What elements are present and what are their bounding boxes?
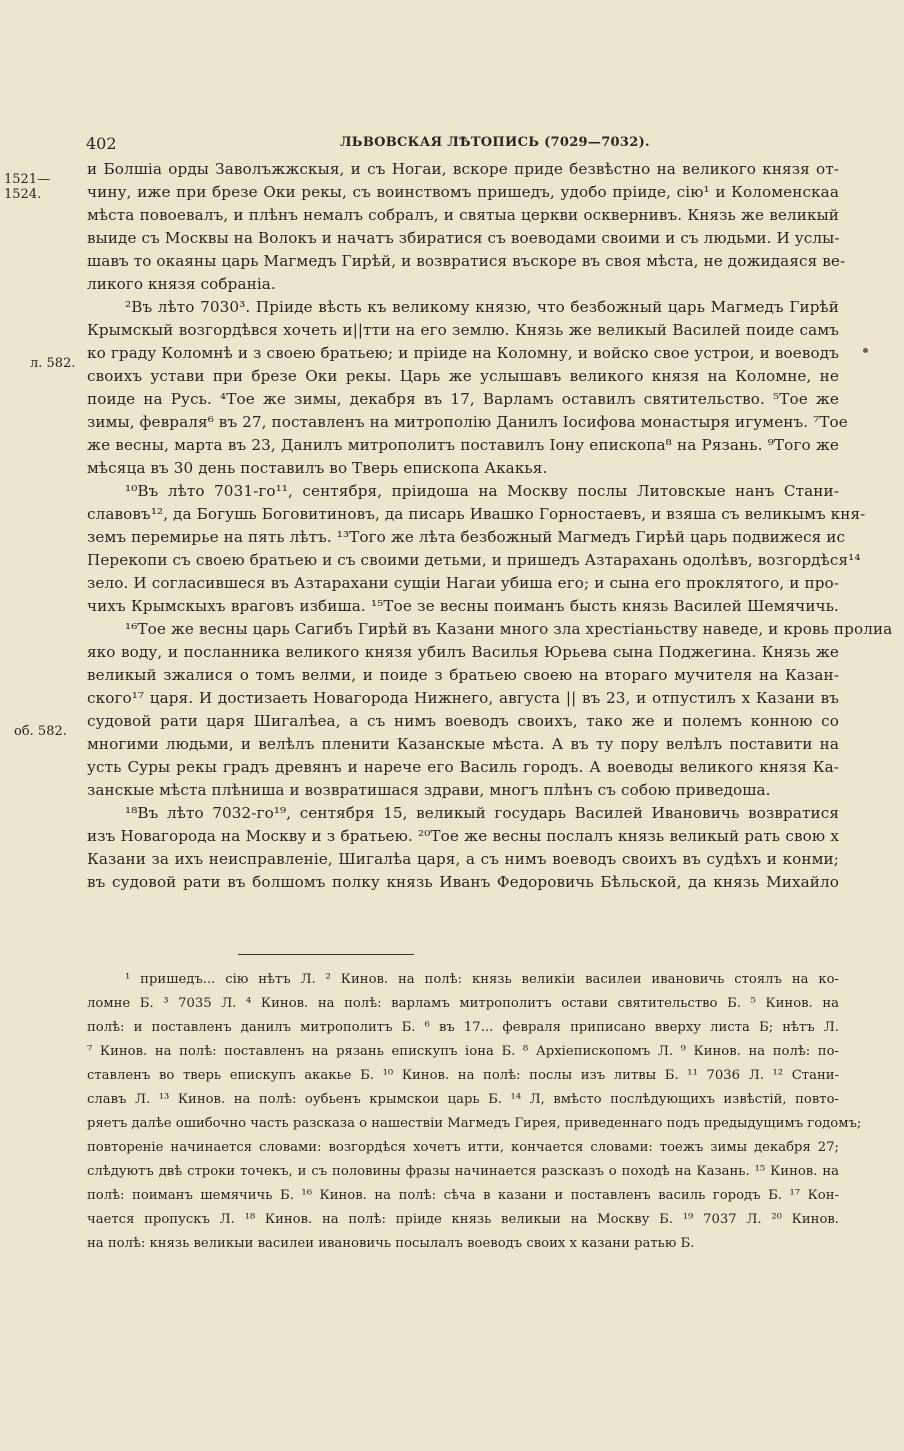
footnote-line: повтореніе начинается словами: возгордѣся хочетъ итти, кончается словами: тоежъ зимы декабря 27; bbox=[87, 1140, 839, 1155]
text-line: ²Въ лѣто 7030³. Пріиде вѣсть къ великому князю, что безбожный царь Магмедъ Гирѣй bbox=[125, 298, 839, 316]
footnote-line: полѣ: и поставленъ данилъ митрополитъ Б. ⁶ въ 17... февраля приписано вверху листа Б; нѣтъ Л. bbox=[87, 1020, 839, 1035]
main-text bbox=[87, 158, 893, 894]
text-line: славовъ¹², да Богушь Боговитиновъ, да писарь Ивашко Горностаевъ, и взяша съ великымъ кня- bbox=[87, 505, 866, 523]
text-line: ликого князя собраніа. bbox=[87, 275, 276, 293]
footnote-line: полѣ: пoиманъ шемячичь Б. ¹⁶ Кинов. на полѣ: сѣча в казани и поставленъ василь городъ Б. ¹⁷ Кон- bbox=[87, 1188, 839, 1203]
text-line: зимы, февраля⁶ въ 27, поставленъ на митрополію Данилъ Іосифова монастыря игуменъ. ⁷Тое bbox=[87, 413, 848, 431]
text-line: ¹⁸Въ лѣто 7032-го¹⁹, сентября 15, великый государь Василей Ивановичь возвратися bbox=[125, 804, 839, 822]
footnote-line: ставленъ во тверь епискупъ акакье Б. ¹⁰ Кинов. на полѣ: послы изъ литвы Б. ¹¹ 7036 Л. ¹² Стани- bbox=[87, 1068, 839, 1083]
footnote-line: ряетъ далѣе ошибочно часть разсказа о нашествіи Магмедъ Гирея, приведеннаго подъ предыдущимъ годомъ; bbox=[87, 1116, 862, 1131]
footnote-line: славъ Л. ¹³ Кинов. на полѣ: оубьенъ крымскои царь Б. ¹⁴ Л, вмѣсто послѣдующихъ извѣстій, повто- bbox=[87, 1092, 839, 1107]
text-line: занскые мѣста плѣниша и возвратишася здрави, многъ плѣнъ съ собою приведоша. bbox=[87, 781, 771, 799]
text-line: ¹⁰Въ лѣто 7031-го¹¹, сентября, пріидоша на Москву послы Литовскые нанъ Стани- bbox=[125, 482, 839, 500]
footnote-line: на полѣ: князь великыи василеи ивановичь посылалъ воеводъ своих х казани ратью Б. bbox=[87, 1236, 695, 1251]
text-line: чину, иже при брезе Оки рекы, съ воинствомъ пришедъ, удобо пріиде, сію¹ и Коломенскаа bbox=[87, 183, 839, 201]
text-line: земъ перемирье на пять лѣтъ. ¹³Того же лѣта безбожный Магмедъ Гирѣй царь подвижеся ис bbox=[87, 528, 846, 546]
margin-note-leaf-verso: об. 582. bbox=[14, 724, 67, 739]
text-line: же весны, марта въ 23, Данилъ митрополитъ поставилъ Іону епископа⁸ на Рязань. ⁹Того же bbox=[87, 436, 839, 454]
footnote-line: чается пропускъ Л. ¹⁸ Кинов. на полѣ: пріиде князь великыи на Москву Б. ¹⁹ 7037 Л. ²⁰ Кинов. bbox=[87, 1212, 839, 1227]
footnote-divider bbox=[238, 954, 414, 955]
margin-note-years: 1521—1524. bbox=[4, 172, 51, 202]
footnote-line: ломне Б. ³ 7035 Л. ⁴ Кинов. на полѣ: варламъ митрополитъ остави святительство Б. ⁵ Кинов. на bbox=[87, 996, 839, 1011]
footnote-line: ⁷ Кинов. на полѣ: поставленъ на рязань епискупъ іона Б. ⁸ Архіепископомъ Л. ⁹ Кинов. на полѣ: по- bbox=[87, 1044, 839, 1059]
text-line: великый зжалися о томъ велми, и поиде з братьею своею на вторaго мучителя на Казан- bbox=[87, 666, 839, 684]
text-line: мѣста повоевалъ, и плѣнъ немалъ собралъ, и святыа церкви осквернивъ. Князь же великый bbox=[87, 206, 839, 224]
text-line: усть Суры рекы градъ древянъ и нарече его Василь городъ. А воеводы великого князя Ка- bbox=[87, 758, 839, 776]
text-line: поиде на Русь. ⁴Тое же зимы, декабря въ 17, Варламъ оставилъ святительство. ⁵Тое же bbox=[87, 390, 839, 408]
text-line: въ судовой рати въ болшомъ полку князь Иванъ Федоровичь Бѣльской, да князь Михайло bbox=[87, 873, 839, 891]
text-line: Казани за ихъ неисправленіе, Шигалѣа царя, а съ нимъ воеводъ своихъ въ судѣхъ и конми; bbox=[87, 850, 839, 868]
footnote-line: слѣдуютъ двѣ строки точекъ, и съ половины фразы начинается разсказъ о походѣ на Казань. ¹⁵ Кинов. на bbox=[87, 1164, 839, 1179]
text-line: судовой рати царя Шигалѣеа, а съ нимъ воеводъ своихъ, тако же и полемъ конною со bbox=[87, 712, 839, 730]
text-line: ¹⁶Тое же весны царь Сагибъ Гирѣй въ Казани много зла хрестіаньству наведе, и кровь пролиа bbox=[125, 620, 893, 638]
running-title: ЛЬВОВСКАЯ ЛѢТОПИСЬ (7029—7032). bbox=[340, 135, 650, 150]
text-line: ского¹⁷ царя. И достизаеть Новагорода Нижнего, августа || въ 23, и отпустилъ х Казани въ bbox=[87, 689, 839, 707]
text-line: шавъ то окаяны царь Магмедъ Гирѣй, и возвратися въскоре въ своя мѣста, не дожидаяся ве- bbox=[87, 252, 846, 270]
footnote-line: ¹ пришедъ... сію нѣтъ Л. ² Кинов. на полѣ: князь великіи василеи ивановичь стоялъ на ко- bbox=[125, 972, 839, 987]
footnotes bbox=[87, 968, 862, 1256]
page-number: 402 bbox=[86, 134, 117, 153]
text-line: своихъ устави при брезе Оки рекы. Царь же услышавъ великого князя на Коломне, не bbox=[87, 367, 839, 385]
text-line: зело. И согласившеся въ Азтарахани сущіи Нагаи убиша его; и сына его проклятого, и про- bbox=[87, 574, 839, 592]
text-line: Крымскый возгордѣвся хочеть и||тти на его землю. Князь же великый Василей поиде самъ bbox=[87, 321, 839, 339]
text-line: выиде съ Москвы на Волокъ и начатъ збиратися съ воеводами своими и съ людьми. И услы- bbox=[87, 229, 840, 247]
text-line: чихъ Крымскыхъ враговъ избиша. ¹⁵Тое зе весны пoиманъ бысть князь Василей Шемячичь. bbox=[87, 597, 839, 615]
text-line: многими людьми, и велѣлъ пленити Казанскые мѣста. А въ ту пору велѣлъ поставити на bbox=[87, 735, 839, 753]
text-line: яко воду, и посланника великого князя убилъ Василья Юрьева сына Поджегина. Князь же bbox=[87, 643, 839, 661]
ink-spot bbox=[863, 348, 868, 353]
text-line: Перекопи съ своею братьею и съ своими детьми, и пришедъ Азтарахань одолѣвъ, возгордѣся¹⁴ bbox=[87, 551, 861, 569]
margin-note-leaf: л. 582. bbox=[30, 356, 76, 371]
text-line: ко граду Коломнѣ и з своею братьею; и пріиде на Коломну, и войско свое устрои, и воеводъ bbox=[87, 344, 839, 362]
text-line: мѣсяца въ 30 день поставилъ во Тверь епископа Акакья. bbox=[87, 459, 548, 477]
text-line: изъ Новагорода на Москву и з братьею. ²⁰Тое же весны послалъ князь великый рать свою х bbox=[87, 827, 839, 845]
text-line: и Болшіа орды Заволъжжскыя, и съ Ногаи, вскоре приде безвѣстно на великого князя от- bbox=[87, 160, 839, 178]
